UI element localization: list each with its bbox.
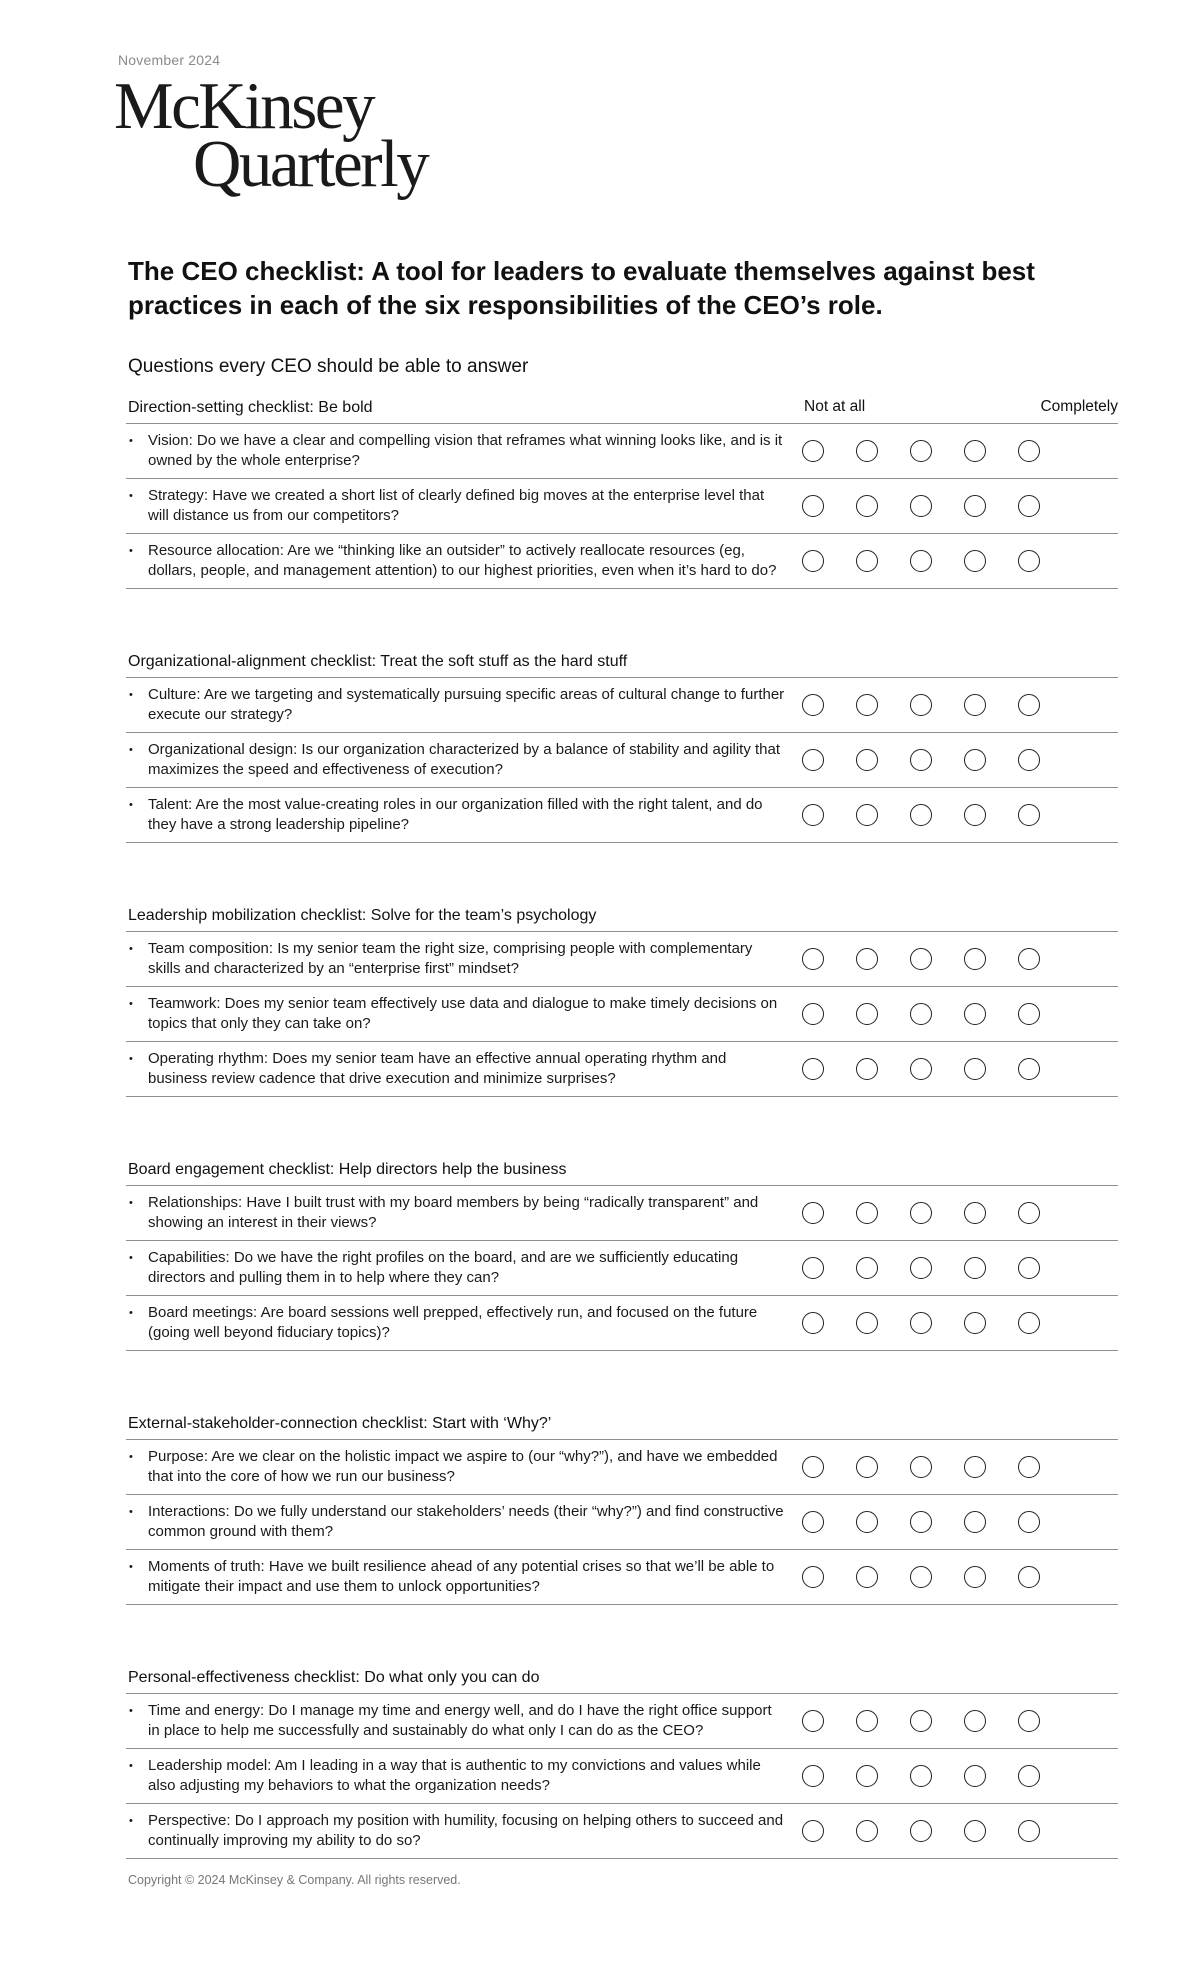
section-header <box>126 1655 1118 1694</box>
rating-radio-4[interactable] <box>964 1511 986 1533</box>
rating-radio-3[interactable] <box>910 1257 932 1279</box>
rating-radio-4[interactable] <box>964 495 986 517</box>
rating-radio-2[interactable] <box>856 749 878 771</box>
rating-radio-1[interactable] <box>802 550 824 572</box>
rating-scale <box>802 1058 1040 1080</box>
bullet-icon: • <box>129 545 133 557</box>
bullet-icon: • <box>129 1760 133 1772</box>
question <box>126 1303 786 1343</box>
checklist-row <box>126 788 1118 843</box>
rating-radio-4[interactable] <box>964 1257 986 1279</box>
rating-radio-5[interactable] <box>1018 495 1040 517</box>
rating-scale <box>802 440 1040 462</box>
bullet-icon: • <box>129 1815 133 1827</box>
bullet-icon: • <box>129 1252 133 1264</box>
question <box>126 1049 786 1089</box>
rating-radio-2[interactable] <box>856 1710 878 1732</box>
rating-scale <box>802 948 1040 970</box>
checklist-row <box>126 733 1118 788</box>
section-header <box>126 893 1118 932</box>
rating-radio-3[interactable] <box>910 694 932 716</box>
rating-radio-2[interactable] <box>856 1312 878 1334</box>
question-text: Perspective: Do I approach my position with humility, focusing on helping others to succeed and continually improving my ability to do so? <box>148 1812 784 1849</box>
rating-scale <box>802 804 1040 826</box>
checklist-section <box>126 1655 1118 1859</box>
rating-radio-3[interactable] <box>910 550 932 572</box>
rating-radio-2[interactable] <box>856 948 878 970</box>
rating-scale <box>802 550 1040 572</box>
question <box>126 1502 786 1542</box>
bullet-icon: • <box>129 490 133 502</box>
rating-radio-5[interactable] <box>1018 1710 1040 1732</box>
rating-scale <box>802 1003 1040 1025</box>
rating-radio-1[interactable] <box>802 1456 824 1478</box>
checklist-row <box>126 1296 1118 1351</box>
rating-scale <box>802 1566 1040 1588</box>
rating-radio-1[interactable] <box>802 1003 824 1025</box>
rating-radio-4[interactable] <box>964 804 986 826</box>
question-text: Capabilities: Do we have the right profiles on the board, and are we sufficiently educating directors and pulling them in to help where they can? <box>148 1249 739 1286</box>
rating-radio-1[interactable] <box>802 1312 824 1334</box>
checklist-row <box>126 1694 1118 1749</box>
checklist-row <box>126 424 1118 479</box>
rating-radio-2[interactable] <box>856 1820 878 1842</box>
rating-radio-3[interactable] <box>910 948 932 970</box>
section-title: Direction-setting checklist: Be bold <box>128 399 373 416</box>
rating-radio-1[interactable] <box>802 1820 824 1842</box>
rating-scale <box>802 1820 1040 1842</box>
logo-line-1: McKinsey <box>114 69 374 143</box>
question <box>126 431 786 471</box>
rating-radio-4[interactable] <box>964 1058 986 1080</box>
rating-radio-5[interactable] <box>1018 804 1040 826</box>
rating-scale <box>802 694 1040 716</box>
question <box>126 1193 786 1233</box>
section-title: Board engagement checklist: Help directors help the business <box>128 1161 567 1178</box>
rating-radio-1[interactable] <box>802 694 824 716</box>
section-header <box>126 385 1118 424</box>
rating-radio-2[interactable] <box>856 1765 878 1787</box>
question-text: Leadership model: Am I leading in a way that is authentic to my convictions and values while also adjusting my behaviors to what the organization needs? <box>148 1757 761 1794</box>
rating-radio-4[interactable] <box>964 1003 986 1025</box>
checklist-section <box>126 1147 1118 1351</box>
rating-radio-3[interactable] <box>910 1312 932 1334</box>
question <box>126 685 786 725</box>
rating-radio-5[interactable] <box>1018 1820 1040 1842</box>
rating-radio-4[interactable] <box>964 1710 986 1732</box>
rating-radio-4[interactable] <box>964 1312 986 1334</box>
section-header <box>126 639 1118 678</box>
bullet-icon: • <box>129 1307 133 1319</box>
rating-radio-2[interactable] <box>856 495 878 517</box>
rating-radio-1[interactable] <box>802 1511 824 1533</box>
checklist-row <box>126 1749 1118 1804</box>
rating-radio-4[interactable] <box>964 1820 986 1842</box>
question-text: Resource allocation: Are we “thinking like an outsider” to actively reallocate resources (eg, dollars, people, and management attention) to our highest priorities, even when it’s hard to do? <box>148 542 777 579</box>
section-header <box>126 1147 1118 1186</box>
rating-radio-1[interactable] <box>802 440 824 462</box>
rating-radio-3[interactable] <box>910 1456 932 1478</box>
rating-scale <box>802 1202 1040 1224</box>
question-text: Interactions: Do we fully understand our stakeholders’ needs (their “why?”) and find constructive common ground with them? <box>148 1503 784 1540</box>
question <box>126 740 786 780</box>
scale-label-completely: Completely <box>1040 398 1118 415</box>
rating-radio-4[interactable] <box>964 440 986 462</box>
rating-radio-5[interactable] <box>1018 694 1040 716</box>
rating-scale <box>802 1312 1040 1334</box>
question-text: Strategy: Have we created a short list of clearly defined big moves at the enterprise level that will distance us from our competitors? <box>148 487 765 524</box>
checklist-row <box>126 1804 1118 1859</box>
rating-radio-2[interactable] <box>856 1511 878 1533</box>
question <box>126 1557 786 1597</box>
rating-radio-3[interactable] <box>910 1202 932 1224</box>
rating-scale <box>802 1456 1040 1478</box>
rating-radio-5[interactable] <box>1018 1312 1040 1334</box>
question <box>126 1447 786 1487</box>
question-text: Board meetings: Are board sessions well prepped, effectively run, and focused on the future (going well beyond fiduciary topics)? <box>148 1304 758 1341</box>
rating-radio-5[interactable] <box>1018 1257 1040 1279</box>
rating-radio-2[interactable] <box>856 1058 878 1080</box>
rating-scale <box>802 495 1040 517</box>
bullet-icon: • <box>129 1506 133 1518</box>
checklist-row <box>126 1440 1118 1495</box>
section-title: Leadership mobilization checklist: Solve for the team’s psychology <box>128 907 597 924</box>
rating-radio-2[interactable] <box>856 550 878 572</box>
rating-radio-3[interactable] <box>910 1058 932 1080</box>
rating-scale <box>802 749 1040 771</box>
rating-radio-3[interactable] <box>910 1820 932 1842</box>
question-text: Team composition: Is my senior team the right size, comprising people with complementary skills and characterized by an “enterprise first” mindset? <box>148 940 753 977</box>
rating-radio-3[interactable] <box>910 495 932 517</box>
bullet-icon: • <box>129 943 133 955</box>
page-subtitle: Questions every CEO should be able to answer <box>128 356 529 377</box>
rating-radio-5[interactable] <box>1018 1511 1040 1533</box>
rating-radio-1[interactable] <box>802 948 824 970</box>
rating-radio-3[interactable] <box>910 749 932 771</box>
rating-radio-3[interactable] <box>910 1003 932 1025</box>
rating-radio-1[interactable] <box>802 1566 824 1588</box>
rating-scale <box>802 1710 1040 1732</box>
checklist-row <box>126 987 1118 1042</box>
rating-radio-2[interactable] <box>856 440 878 462</box>
section-header <box>126 1401 1118 1440</box>
rating-radio-4[interactable] <box>964 1765 986 1787</box>
question-text: Relationships: Have I built trust with my board members by being “radically transparent” and showing an interest in their views? <box>148 1194 759 1231</box>
section-title: Organizational-alignment checklist: Treat the soft stuff as the hard stuff <box>128 653 628 670</box>
question <box>126 994 786 1034</box>
rating-scale <box>802 1257 1040 1279</box>
question <box>126 1811 786 1851</box>
checklist-section <box>126 385 1118 589</box>
rating-radio-5[interactable] <box>1018 749 1040 771</box>
rating-radio-3[interactable] <box>910 1566 932 1588</box>
rating-radio-4[interactable] <box>964 948 986 970</box>
question <box>126 939 786 979</box>
rating-radio-2[interactable] <box>856 1456 878 1478</box>
rating-radio-1[interactable] <box>802 749 824 771</box>
question-text: Time and energy: Do I manage my time and energy well, and do I have the right office support in place to help me successfully and sustainably do what only I can do as the CEO? <box>148 1702 772 1739</box>
rating-radio-4[interactable] <box>964 1566 986 1588</box>
rating-radio-2[interactable] <box>856 1257 878 1279</box>
scale-label-not-at-all: Not at all <box>804 398 866 415</box>
checklist-row <box>126 479 1118 534</box>
bullet-icon: • <box>129 998 133 1010</box>
question-text: Talent: Are the most value-creating roles in our organization filled with the right talent, and do they have a strong leadership pipeline? <box>148 796 763 833</box>
checklist-row <box>126 678 1118 733</box>
rating-radio-1[interactable] <box>802 804 824 826</box>
bullet-icon: • <box>129 1561 133 1573</box>
bullet-icon: • <box>129 1705 133 1717</box>
rating-radio-1[interactable] <box>802 1058 824 1080</box>
rating-radio-3[interactable] <box>910 804 932 826</box>
bullet-icon: • <box>129 689 133 701</box>
publication-date: November 2024 <box>118 52 221 68</box>
rating-radio-4[interactable] <box>964 550 986 572</box>
rating-radio-3[interactable] <box>910 440 932 462</box>
logo-line-2: Quarterly <box>193 126 428 201</box>
rating-radio-2[interactable] <box>856 1003 878 1025</box>
rating-radio-3[interactable] <box>910 1710 932 1732</box>
rating-scale <box>802 1511 1040 1533</box>
question-text: Culture: Are we targeting and systematically pursuing specific areas of cultural change to further execute our strategy? <box>148 686 785 723</box>
question-text: Teamwork: Does my senior team effectively use data and dialogue to make timely decisions on topics that only they can take on? <box>148 995 778 1032</box>
bullet-icon: • <box>129 799 133 811</box>
rating-radio-5[interactable] <box>1018 948 1040 970</box>
rating-radio-1[interactable] <box>802 495 824 517</box>
rating-radio-5[interactable] <box>1018 440 1040 462</box>
question <box>126 1756 786 1796</box>
checklist-row <box>126 534 1118 589</box>
question <box>126 541 786 581</box>
rating-radio-5[interactable] <box>1018 1566 1040 1588</box>
rating-radio-4[interactable] <box>964 1456 986 1478</box>
bullet-icon: • <box>129 1197 133 1209</box>
rating-radio-4[interactable] <box>964 749 986 771</box>
rating-radio-2[interactable] <box>856 804 878 826</box>
rating-radio-2[interactable] <box>856 1566 878 1588</box>
checklist-row <box>126 1241 1118 1296</box>
rating-radio-1[interactable] <box>802 1765 824 1787</box>
rating-radio-3[interactable] <box>910 1765 932 1787</box>
rating-radio-5[interactable] <box>1018 1456 1040 1478</box>
page-title: The CEO checklist: A tool for leaders to evaluate themselves against best practices in each of the six responsibilities of the CEO’s role. <box>128 256 1035 320</box>
checklist-section <box>126 1401 1118 1605</box>
checklist-sections <box>126 385 1118 1909</box>
question-text: Operating rhythm: Does my senior team have an effective annual operating rhythm and business review cadence that drive execution and minimize surprises? <box>148 1050 727 1087</box>
question-text: Moments of truth: Have we built resilience ahead of any potential crises so that we’ll be able to mitigate their impact and use them to unlock opportunities? <box>148 1558 775 1595</box>
rating-radio-2[interactable] <box>856 694 878 716</box>
rating-radio-4[interactable] <box>964 694 986 716</box>
rating-radio-5[interactable] <box>1018 550 1040 572</box>
rating-radio-5[interactable] <box>1018 1202 1040 1224</box>
question-text: Purpose: Are we clear on the holistic impact we aspire to (our “why?”), and have we embedded that into the core of how we run our business? <box>148 1448 778 1485</box>
question <box>126 486 786 526</box>
checklist-row <box>126 1495 1118 1550</box>
section-title: External-stakeholder-connection checklist: Start with ‘Why?’ <box>128 1415 552 1432</box>
mckinsey-quarterly-logo <box>114 69 428 201</box>
rating-radio-2[interactable] <box>856 1202 878 1224</box>
rating-radio-3[interactable] <box>910 1511 932 1533</box>
bullet-icon: • <box>129 1053 133 1065</box>
question <box>126 795 786 835</box>
bullet-icon: • <box>129 1451 133 1463</box>
rating-scale <box>802 1765 1040 1787</box>
rating-radio-5[interactable] <box>1018 1765 1040 1787</box>
checklist-row <box>126 1042 1118 1097</box>
question-text: Vision: Do we have a clear and compelling vision that reframes what winning looks like, and is it owned by the whole enterprise? <box>148 432 783 469</box>
section-title: Personal-effectiveness checklist: Do what only you can do <box>128 1669 540 1686</box>
checklist-section <box>126 639 1118 843</box>
rating-radio-4[interactable] <box>964 1202 986 1224</box>
question <box>126 1248 786 1288</box>
checklist-row <box>126 1186 1118 1241</box>
rating-radio-5[interactable] <box>1018 1003 1040 1025</box>
question-text: Organizational design: Is our organization characterized by a balance of stability and agility that maximizes the speed and effectiveness of execution? <box>148 741 781 778</box>
rating-radio-1[interactable] <box>802 1257 824 1279</box>
checklist-section <box>126 893 1118 1097</box>
checklist-row <box>126 932 1118 987</box>
rating-radio-1[interactable] <box>802 1710 824 1732</box>
rating-radio-1[interactable] <box>802 1202 824 1224</box>
copyright-notice: Copyright © 2024 McKinsey & Company. All rights reserved. <box>128 1873 461 1887</box>
checklist-row <box>126 1550 1118 1605</box>
bullet-icon: • <box>129 744 133 756</box>
question <box>126 1701 786 1741</box>
rating-radio-5[interactable] <box>1018 1058 1040 1080</box>
bullet-icon: • <box>129 435 133 447</box>
